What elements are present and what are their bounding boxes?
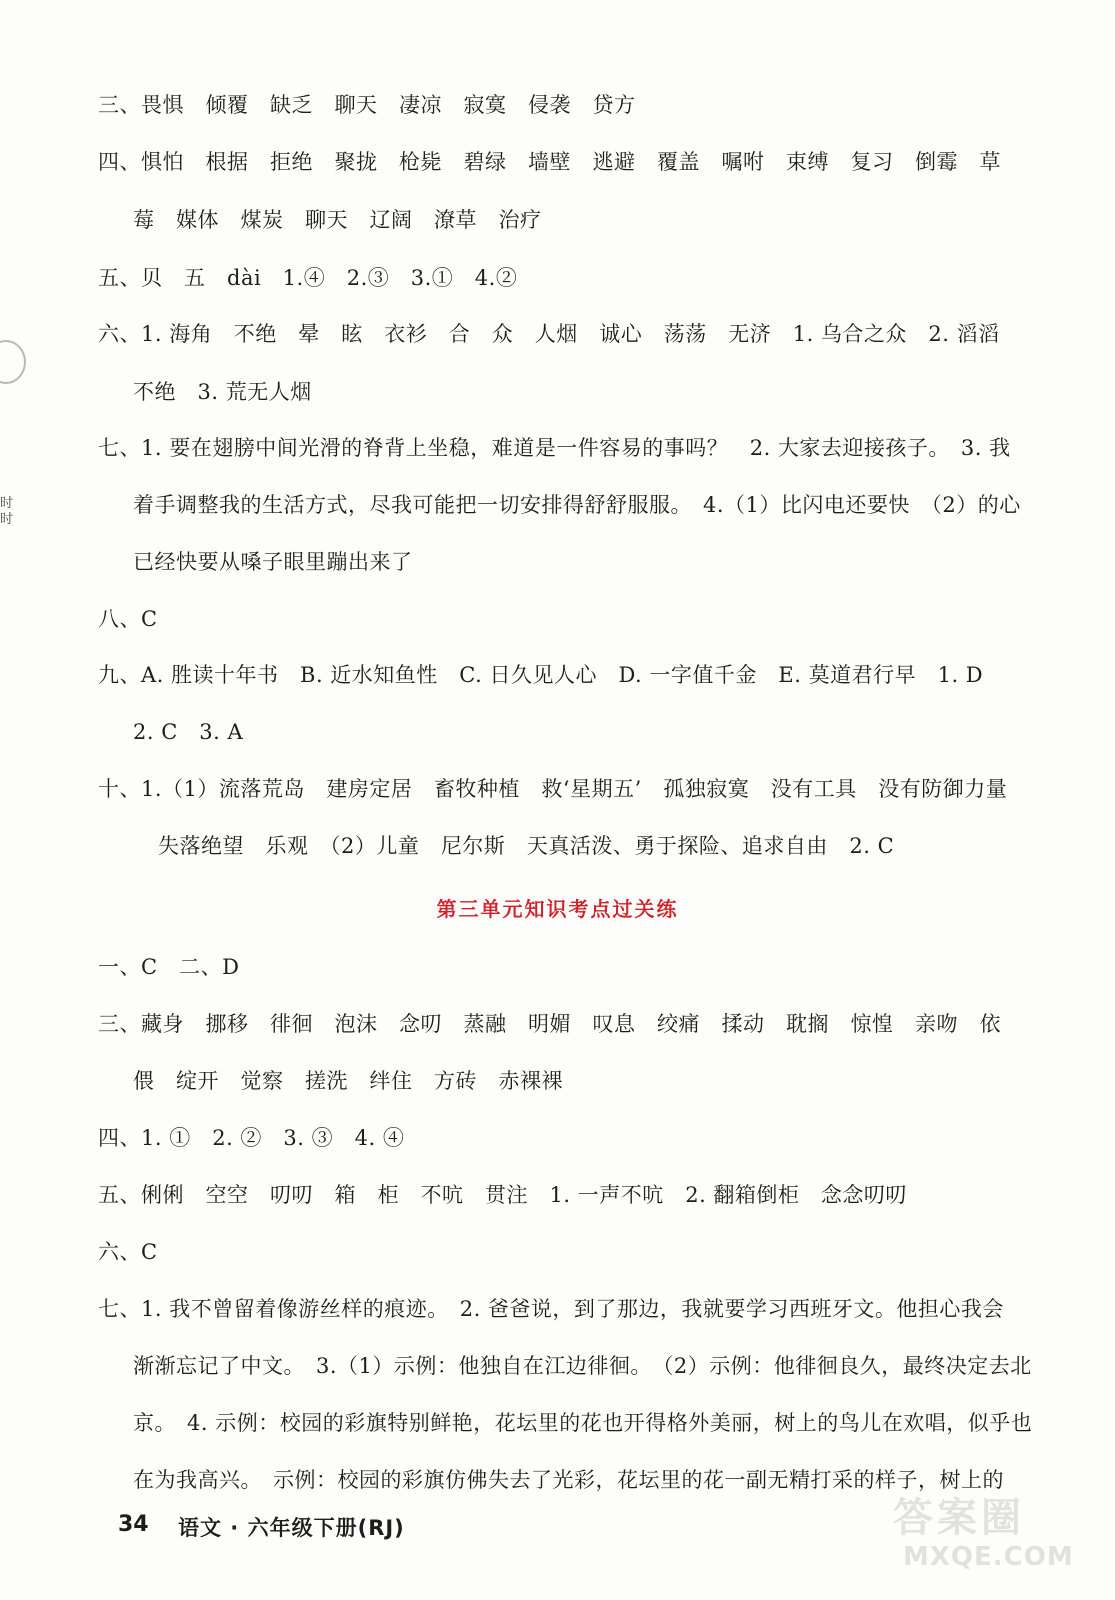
- answer-line: 十、1.（1）流落荒岛 建房定居 畜牧种植 救‘星期五’ 孤独寂寞 没有工具 没有防御力量: [98, 777, 1008, 801]
- answer-line: 失落绝望 乐观 （2）儿童 尼尔斯 天真活泼、勇于探险、追求自由 2. C: [158, 834, 895, 858]
- answer-line: 五、俐俐 空空 叨叨 箱 柜 不吭 贯注 1. 一声不吭 2. 翻箱倒柜 念念叨叨: [98, 1183, 907, 1207]
- answer-line: 2. C 3. A: [133, 720, 244, 744]
- answer-line: 三、畏惧 倾覆 缺乏 聊天 凄凉 寂寞 侵袭 贷方: [98, 93, 636, 117]
- answer-line: 九、A. 胜读十年书 B. 近水知鱼性 C. 日久见人心 D. 一字值千金 E. 莫道君行早 1. D: [98, 663, 984, 687]
- answer-line: 六、C: [98, 1240, 158, 1264]
- answer-line: 五、贝 五 dài 1.④ 2.③ 3.① 4.②: [98, 266, 518, 290]
- answer-line: 四、1. ① 2. ② 3. ③ 4. ④: [98, 1126, 405, 1150]
- answer-line: 八、C: [98, 607, 158, 631]
- answer-line: 京。 4. 示例：校园的彩旗特别鲜艳，花坛里的花也开得格外美丽，树上的鸟儿在欢唱，似乎也: [133, 1411, 1033, 1435]
- answer-line: 在为我高兴。 示例：校园的彩旗仿佛失去了光彩，花坛里的花一副无精打采的样子，树上的: [133, 1468, 1004, 1492]
- answer-line: 已经快要从嗓子眼里蹦出来了: [133, 550, 413, 574]
- watermark-url: MXQE.COM: [903, 1542, 1074, 1572]
- answer-line: 七、1. 要在翅膀中间光滑的脊背上坐稳，难道是一件容易的事吗？ 2. 大家去迎接孩子。 3. 我: [98, 436, 1011, 460]
- answer-line: 四、惧怕 根据 拒绝 聚拢 枪毙 碧绿 墙壁 逃避 覆盖 嘱咐 束缚 复习 倒霉 草: [98, 150, 1001, 174]
- answer-line: 偎 绽开 觉察 搓洗 绊住 方砖 赤裸裸: [133, 1069, 563, 1093]
- answer-line: 不绝 3. 荒无人烟: [133, 380, 312, 404]
- site-watermark: [893, 1486, 1093, 1586]
- answer-line: 六、1. 海角 不绝 晕 眩 衣衫 合 众 人烟 诚心 荡荡 无济 1. 乌合之众 2. 滔滔: [98, 322, 1000, 346]
- page-number: 34: [118, 1512, 149, 1537]
- answer-line: 着手调整我的生活方式，尽我可能把一切安排得舒舒服服。 4.（1）比闪电还要快 （2）的心: [133, 493, 1021, 517]
- answer-line: 一、C 二、D: [98, 955, 240, 979]
- answer-line: 七、1. 我不曾留着像游丝样的痕迹。 2. 爸爸说，到了那边，我就要学习西班牙文。他担心我会: [98, 1297, 1004, 1321]
- binding-hole-mark: [0, 340, 26, 384]
- answer-line: 莓 媒体 煤炭 聊天 辽阔 潦草 治疗: [133, 208, 542, 232]
- answer-line: 三、藏身 挪移 徘徊 泡沫 念叨 蒸融 明媚 叹息 绞痛 揉动 耽搁 惊惶 亲吻 依: [98, 1012, 1001, 1036]
- section-heading: 第三单元知识考点过关练: [436, 897, 679, 921]
- book-title: 语文 · 六年级下册(RJ): [178, 1516, 405, 1540]
- watermark-logo-text: 答案圈: [893, 1495, 1025, 1541]
- edge-cut-text: 时时: [0, 496, 14, 527]
- answer-line: 渐渐忘记了中文。 3.（1）示例：他独自在江边徘徊。 （2）示例：他徘徊良久，最终决定去北: [133, 1354, 1032, 1378]
